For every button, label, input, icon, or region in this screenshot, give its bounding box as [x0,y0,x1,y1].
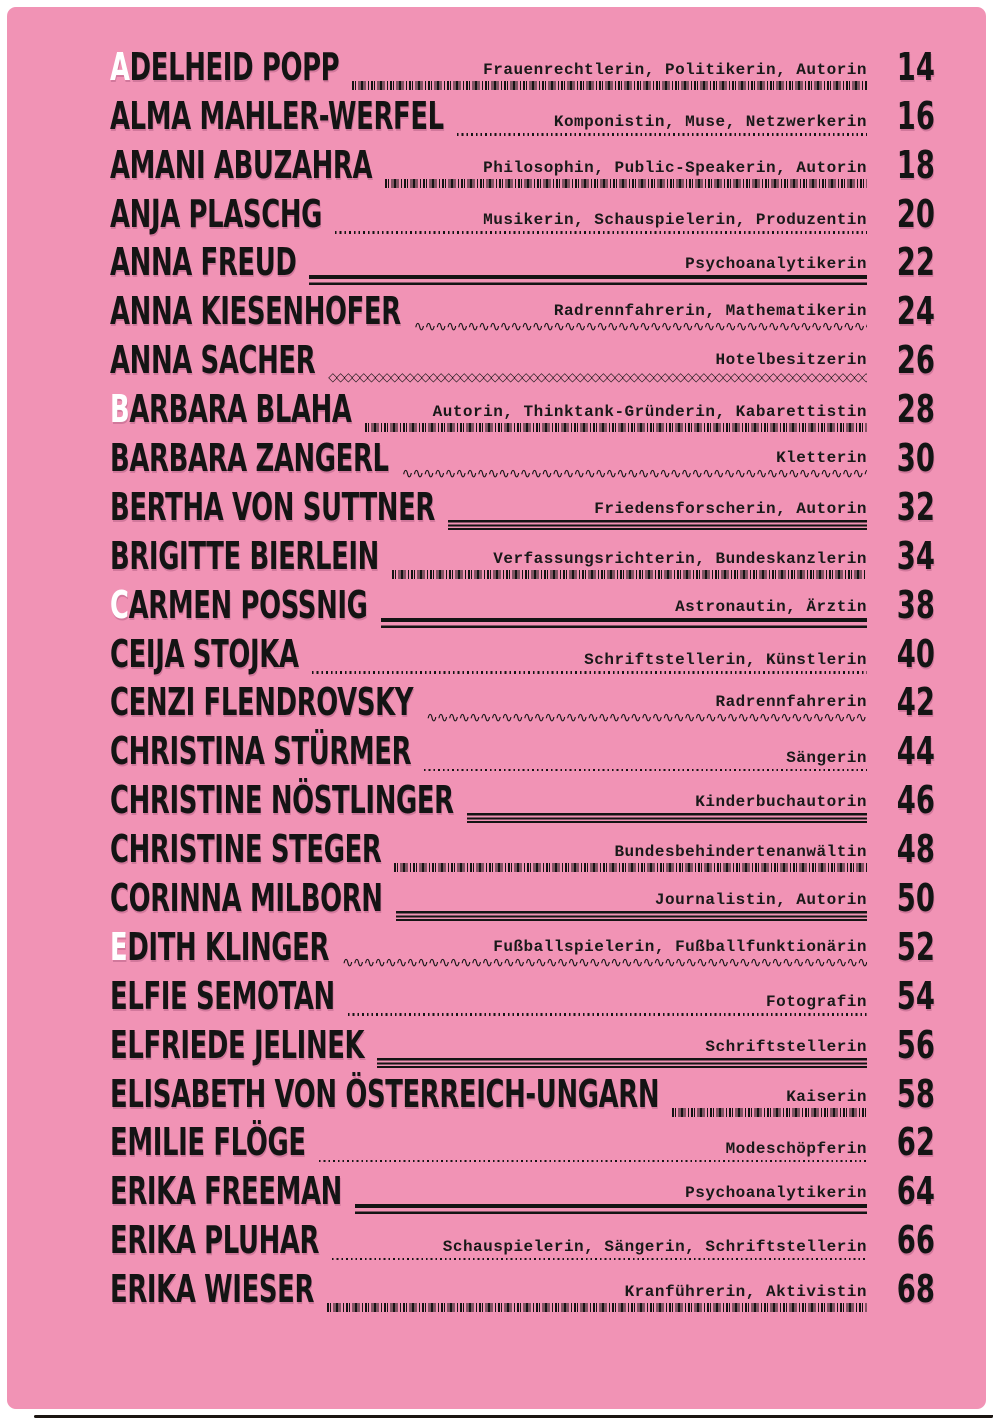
entry-initial: B [110,436,130,481]
entry-page-number [881,484,935,529]
entry-name-rest: ENZI FLENDROVSKY [128,680,414,725]
entry-page-number [881,1120,935,1165]
toc-entry[interactable] [110,1211,935,1263]
entry-page-number [881,582,935,627]
leader-rule [355,1204,867,1214]
entry-name-rest: HRISTINA STÜRMER [128,729,412,774]
entry-name-rest: RIKA WIESER [127,1267,315,1312]
entry-name [110,338,316,383]
entry-initial: C [110,876,129,921]
entry-page-number [881,973,935,1018]
entry-page-number [881,338,935,383]
toc-entry[interactable] [110,967,935,1016]
toc-entry[interactable] [110,820,935,872]
entry-name-rest: MANI ABUZAHRA [129,142,373,187]
entry-roles: Kletterin [776,449,867,468]
entry-middle [365,403,867,432]
entry-name [110,778,454,823]
toc-entry[interactable] [110,771,935,823]
leader-rule [342,958,867,970]
entry-name-rest: RIGITTE BIERLEIN [129,533,379,578]
entry-name [110,240,297,285]
leader-rule [448,520,867,530]
entry-middle [448,500,867,530]
leader-rule [396,911,867,921]
entry-roles: Radrennfahrerin [715,693,867,712]
entry-page-number-text: 40 [896,631,935,676]
entry-name [110,289,401,334]
entry-page-number [881,729,935,774]
entry-name-rest: RIKA FREEMAN [127,1169,342,1214]
entry-name [110,142,373,187]
toc-entry[interactable] [110,429,935,481]
entry-middle [332,1238,867,1264]
entry-name [110,680,414,725]
entry-initial: C [110,631,129,676]
entry-page-number [881,387,935,432]
leader-rule [414,322,867,334]
entry-name-rest: NNA SACHER [129,338,316,383]
entry-page-number [881,631,935,676]
entry-name [110,582,368,627]
entry-middle [342,938,867,970]
entry-name-rest: DITH KLINGER [127,924,330,969]
entry-page-number-text: 28 [896,387,935,432]
entry-page-number-text: 34 [896,533,935,578]
leader-rule [319,1160,867,1163]
toc-entry[interactable] [110,136,935,185]
entry-name [110,729,412,774]
entry-roles: Fotografin [765,993,867,1012]
entry-middle [335,211,867,237]
leader-rule [402,469,867,481]
leader-rule [365,423,867,432]
entry-page-number-text: 16 [896,93,935,138]
entry-middle [385,159,867,188]
entry-page-number [881,240,935,285]
entry-initial: E [110,1267,128,1312]
entry-name-rest: LFIE SEMOTAN [127,973,335,1018]
entry-initial: E [110,1022,128,1067]
entry-middle [426,693,867,725]
entry-roles: Philosophin, Public-Speakerin, Autorin [483,158,867,177]
entry-name [110,387,352,432]
entry-page-number [881,44,935,89]
toc-entry[interactable] [110,576,935,625]
entry-page-number [881,1267,935,1312]
leader-rule [381,618,868,628]
entry-initial: A [110,44,130,89]
entry-middle [312,651,867,677]
entry-roles: Autorin, Thinktank-Gründerin, Kabarettistin [432,403,867,422]
entry-roles: Journalistin, Autorin [654,891,867,910]
toc-entry[interactable] [110,722,935,774]
entry-name [110,973,335,1018]
entry-initial: C [110,582,129,627]
entry-page-number-text: 68 [896,1267,935,1312]
entry-page-number-text: 32 [896,484,935,529]
leader-rule [467,813,867,823]
entry-middle [457,113,867,139]
entry-roles: Bundesbehindertenanwältin [614,843,867,862]
entry-roles: Kinderbuchautorin [695,793,867,812]
entry-middle [396,891,867,921]
entry-middle [377,1038,867,1068]
entry-page-number [881,1218,935,1263]
leader-rule [672,1108,867,1117]
entry-roles: Komponistin, Muse, Netzwerkerin [553,113,867,132]
toc-entry[interactable] [110,331,935,383]
entry-page-number-text: 64 [896,1169,935,1214]
entry-initial: E [110,924,128,969]
entry-middle [327,1283,867,1312]
leader-rule [327,1303,867,1312]
toc-entry[interactable] [110,1065,935,1114]
entry-name [110,93,444,138]
leader-rule [394,863,867,872]
entry-name-rest: MILIE FLÖGE [127,1120,306,1165]
entry-middle [394,843,867,872]
entry-page-number-text: 26 [896,338,935,383]
entry-page-number-text: 46 [896,778,935,823]
entry-middle [348,993,867,1019]
toc-entry[interactable] [110,625,935,674]
toc-entry[interactable] [110,38,935,87]
toc-entry[interactable] [110,869,935,921]
leader-rule [309,275,867,285]
entry-name-rest: ORINNA MILBORN [128,876,383,921]
entry-name [110,1267,315,1312]
leader-rule [385,179,867,188]
entry-page-number [881,1071,935,1116]
entry-initial: A [110,240,130,285]
entry-roles: Hotelbesitzerin [715,351,867,370]
entry-name-rest: HRISTINE NÖSTLINGER [128,778,454,823]
entry-page-number [881,533,935,578]
entry-page-number [881,778,935,823]
entry-initial: E [110,1218,128,1263]
entry-name-rest: ARBARA BLAHA [129,387,352,432]
entry-roles: Schriftstellerin [705,1037,867,1056]
entry-name [110,1169,342,1214]
toc-entry[interactable] [110,282,935,334]
entry-roles: Friedensforscherin, Autorin [594,499,867,518]
entry-page-number-text: 66 [896,1218,935,1263]
entry-page-number-text: 56 [896,1022,935,1067]
entry-page-number-text: 44 [896,729,935,774]
entry-roles: Schauspielerin, Sängerin, Schriftstellerin [442,1237,867,1256]
entry-page-number-text: 42 [896,680,935,725]
entry-middle [309,255,867,285]
leader-rule [328,371,867,383]
entry-page-number-text: 22 [896,240,935,285]
entry-page-number-text: 58 [896,1071,935,1116]
leader-rule [348,1013,867,1016]
leader-rule [426,713,867,725]
entry-roles: Psychoanalytikerin [685,1184,867,1203]
toc-entry[interactable] [110,234,935,283]
entry-name [110,876,383,921]
entry-middle [352,61,867,90]
leader-rule [424,769,867,772]
entry-name-rest: ARMEN POSSNIG [128,582,368,627]
entry-name-rest: NNA KIESENHOFER [129,289,401,334]
entry-page-number-text: 30 [896,436,935,481]
entry-page-number-text: 24 [896,289,935,334]
entry-initial: B [110,533,130,578]
toc-entry[interactable] [110,87,935,136]
leader-rule [352,81,867,90]
toc-entry[interactable] [110,1016,935,1065]
entry-initial: C [110,778,129,823]
entry-page-number [881,436,935,481]
entry-page-number [881,827,935,872]
entry-page-number-text: 52 [896,924,935,969]
entry-roles: Sängerin [786,748,867,767]
entry-page-number [881,289,935,334]
entry-name [110,1218,320,1263]
entry-page-number-text: 48 [896,827,935,872]
entry-page-number-text: 54 [896,973,935,1018]
entry-page-number [881,93,935,138]
entry-roles: Astronautin, Ärztin [675,597,867,616]
entry-name [110,827,382,872]
entry-page-number-text: 62 [896,1120,935,1165]
toc-entry[interactable] [110,1114,935,1163]
entry-name [110,924,330,969]
entry-name-rest: ERTHA VON SUTTNER [129,484,435,529]
leader-rule [457,133,867,136]
entry-initial: E [110,973,128,1018]
leader-rule [312,671,867,674]
entry-name [110,484,435,529]
entry-name-rest: LISABETH VON ÖSTERREICH-UNGARN [127,1071,660,1116]
entry-page-number [881,1022,935,1067]
toc-entry[interactable] [110,1260,935,1312]
leader-rule [377,1058,867,1068]
entry-initial: A [110,289,130,334]
entry-name [110,533,379,578]
entry-page-number-text: 14 [896,44,935,89]
entry-page-number [881,876,935,921]
entry-roles: Psychoanalytikerin [685,255,867,274]
entry-name-rest: LMA MAHLER-WERFEL [129,93,444,138]
entry-name [110,1022,365,1067]
entry-name [110,191,322,236]
entry-name-rest: EIJA STOJKA [128,631,299,676]
toc-entry[interactable] [110,185,935,234]
toc-entry[interactable] [110,918,935,967]
entry-initial: B [110,484,130,529]
entry-name-rest: NNA FREUD [129,240,297,285]
entry-initial: A [110,142,130,187]
entry-roles: Radrennfahrerin, Mathematikerin [553,302,867,321]
entry-initial: B [110,387,130,432]
toc-entry[interactable] [110,478,935,527]
entry-name-rest: DELHEID POPP [129,44,340,89]
entry-middle [467,793,867,823]
entry-name-rest: RIKA PLUHAR [127,1218,320,1263]
entry-middle [672,1088,867,1117]
toc-entry[interactable] [110,1162,935,1214]
toc-entry[interactable] [110,674,935,723]
entry-roles: Frauenrechtlerin, Politikerin, Autorin [483,60,867,79]
entry-roles: Schriftstellerin, Künstlerin [584,650,867,669]
entry-initial: C [110,680,129,725]
entry-initial: C [110,827,129,872]
entry-initial: C [110,729,129,774]
entry-name [110,1120,306,1165]
entry-page-number-text: 38 [896,582,935,627]
entry-page-number [881,680,935,725]
toc-entry[interactable] [110,527,935,576]
entry-initial: A [110,93,130,138]
entry-middle [402,449,867,481]
entry-middle [328,351,867,383]
entry-roles: Verfassungsrichterin, Bundeskanzlerin [493,549,867,568]
entry-page-number-text: 50 [896,876,935,921]
entry-name-rest: ARBARA ZANGERL [129,436,389,481]
entry-middle [424,749,867,775]
entry-name-rest: LFRIEDE JELINEK [127,1022,365,1067]
entry-page-number [881,1169,935,1214]
entry-initial: E [110,1120,128,1165]
entry-initial: E [110,1169,128,1214]
entry-page-number-text: 20 [896,191,935,236]
entry-initial: A [110,191,130,236]
entry-name [110,1071,660,1116]
entry-roles: Modeschöpferin [725,1139,867,1158]
entry-page-number-text: 18 [896,142,935,187]
entry-name-rest: NJA PLASCHG [129,191,322,236]
entry-roles: Kaiserin [786,1087,867,1106]
toc-entry[interactable] [110,380,935,432]
entry-page-number [881,924,935,969]
entry-name [110,436,389,481]
entry-middle [392,550,867,579]
entry-roles: Fußballspielerin, Fußballfunktionärin [493,937,867,956]
entry-middle [414,302,867,334]
entry-page-number [881,191,935,236]
entry-roles: Musikerin, Schauspielerin, Produzentin [483,210,867,229]
entry-page-number [881,142,935,187]
entry-initial: A [110,338,130,383]
entry-middle [319,1140,867,1166]
leader-rule [392,570,867,579]
entry-name-rest: HRISTINE STEGER [128,827,382,872]
entry-roles: Kranführerin, Aktivistin [624,1283,867,1302]
entry-initial: E [110,1071,128,1116]
entry-name [110,631,299,676]
entry-name [110,44,340,89]
entry-middle [355,1184,867,1214]
entry-middle [381,598,868,628]
leader-rule [335,231,867,234]
leader-rule [332,1258,867,1261]
